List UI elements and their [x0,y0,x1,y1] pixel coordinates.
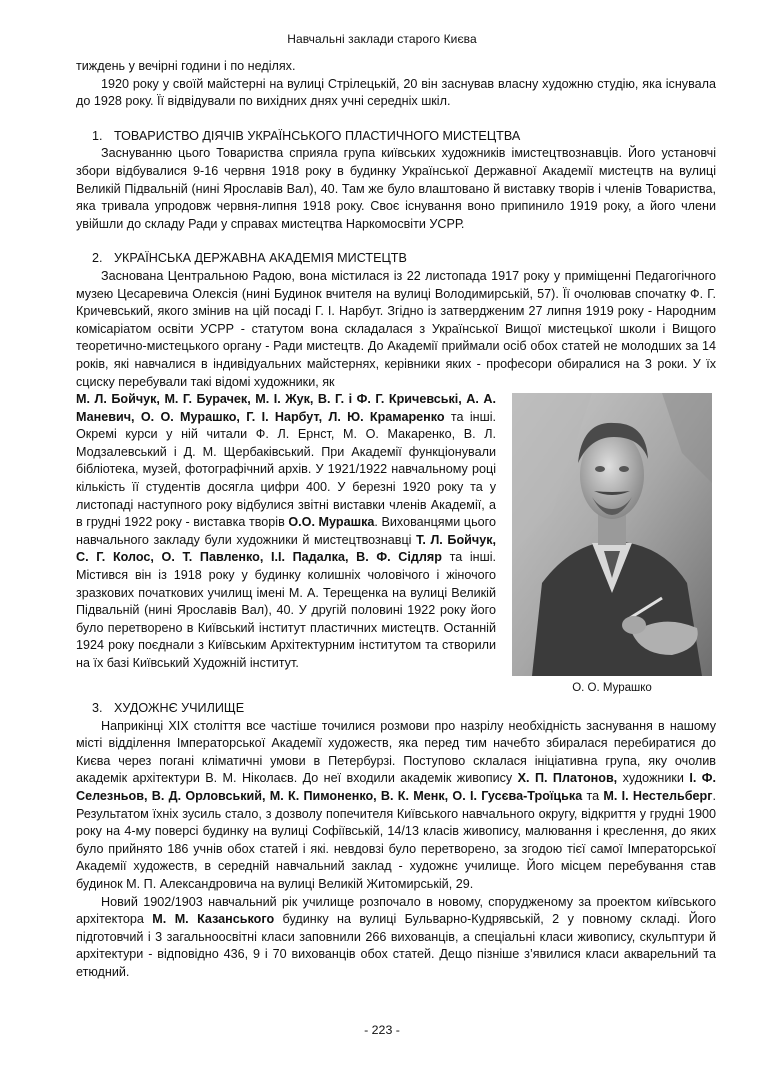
paragraph: тиждень у вечірні години і по неділях. [76,59,296,73]
text-run: Новий 1902/1903 навчальний рік училище розпочало в новому, спорудженому за проектом київського архітектора [76,894,716,927]
text-run: будинку на вулиці Бульварно-Кудрявській, 2 у повному складі. Його підготовчий і 3 загальноосвітні класи заповнили 266 вихованців, а спеціальні класи живопису, скульптури й архітектури - відповідно 436, 9 і 70 вихованців обох статей. Дещо пізніше з’явилися класи акварельний та етюдний. [76,912,716,979]
text-run: та інші. Окремі курси у ній читали Ф. Л. Ернст, М. О. Макаренко, В. Л. Модзалевський і Д. М. Щербаківський. При Академії функціонували бібліотека, музей, фотографічний архів. У 1921/1922 навчальному році кількість її студентів досягла цифри 400. У березні 1920 року та у листопаді наступного року відбулися звітні виставки членів Академії, а в грудні 1922 року - виставка творів [76,409,496,530]
section-heading [92,700,716,718]
section-title: ХУДОЖНЄ УЧИЛИЩЕ [114,701,245,716]
bold-names: Т. Л. Бойчук, С. Г. Колос, О. Т. Павленко, І.І. Падалка, В. Ф. Сідляр [76,532,496,565]
bold-names: О.О. Мурашка [288,515,375,530]
section-heading [92,128,716,146]
paragraph [76,718,716,894]
text-run: . Вихованцями цього навчального закладу були художники й мистецтвознавці [76,515,496,547]
paragraph: Заснуванню цього Товариства сприяла група київських художників імистецтвознавців. Його установчі збори відбувалися 9-16 червня 1918 року в будинку Української Державної Академії мистецтв на вулиці Великій Підвальній (нині Ярославів Вал), 40. Там же було влаштовано й виставку творів і членів Товариства, яка тривала упродовж червня-липня 1918 року. Своє існування воно припинило 1919 року, а його члени увійшли до складу Ради у справах мистецтва Наркомосвіти УСРР. [76,146,716,231]
text-run: . Результатом їхніх зусиль стало, з дозволу попечителя Київського навчального округу, відкриття у грудні 1900 року на 4-му поверсі будинку на вулиці Софіївській, 14/13 класів живопису, малювання і креслення, до яких було прийнято 186 учнів обох статей і які. невдовзі було перетворено, за згодою тієї самої Імператорської Академії художеств, в середній навчальний заклад - художнє училище. Його місцем перебування став будинок М. П. Александровича на вулиці Великій Житомирській, 29. [76,789,716,892]
text-run: художники [622,771,684,786]
running-header: Навчальні заклади старого Києва [287,32,477,46]
bold-names: Х. П. Платонов, [517,771,618,786]
bold-names: М. І. Нестельберг [603,789,713,804]
paragraph: Заснована Центральною Радою, вона містилася із 22 листопада 1917 року у приміщенні Педагогічного музею Цесаревича Олексія (нині Будинок вчителя на вулиці Володимирській, 57). Її очолював спочатку Ф. Г. Кричевський, якого змінив на цій посаді Г. І. Нарбут. Згідно із затвердженим 27 липня 1919 року - Народним комісаріатом освіти УСРР - статутом вона складалася з Української Вищої мистецької школи і Вищого теоретично-мистецького органу - Ради мистецтв. До Академії приймали осіб обох статей не молодших за 14 років, які навчалися в індивідуальних майстернях, керівники яких - професори обиралися на 3 роки. У їх сциску перебували такі відомі художники, як [76,268,716,389]
bold-names: І. Ф. Селезньов, В. Д. Орловський, М. К. Пимоненко, В. К. Менк, О. І. Гусєва-Троїцька [76,771,717,804]
section-title: ТОВАРИСТВО ДІЯЧІВ УКРАЇНСЬКОГО ПЛАСТИЧНОГО МИСТЕЦТВА [114,128,521,143]
page-body [76,58,716,982]
section-number: 2. [92,251,103,266]
portrait-figure [508,393,716,696]
paragraph: 1920 року у своїй майстерні на вулиці Стрілецькій, 20 він заснував власну художню студію, яка існувала до 1928 року. Її відвідували по вихідних днях учні середніх шкіл. [76,76,716,109]
section-number: 1. [92,128,103,143]
bold-names: М. Л. Бойчук, М. Г. Бурачек, М. І. Жук, В. Г. і Ф. Г. Кричевські, А. А. Маневич, О. О. Мурашко, Г. І. Нарбут, Л. Ю. Крамаренко [76,392,496,424]
paragraph [76,894,716,982]
section-heading [92,250,716,268]
text-run: Наприкінці XIX століття все частіше точилися розмови про назрілу необхідність заснування в нашому місті відділення Імператорської Академії художеств, яка перед тим начебто збиралася перебиратися до Києва через погані кліматичні умови в Петербурзі. Поступово склалася ініціативна група, яку очолив академік архітектури В. М. Ніколаєв. До неї входили академік живопису [76,718,716,786]
portrait-image [512,393,712,676]
figure-caption: О. О. Мурашко [572,682,652,695]
bold-names: М. М. Казанського [152,912,275,927]
page-number: - 223 - [364,1023,400,1037]
section-number: 3. [92,701,103,716]
section-title: УКРАЇНСЬКА ДЕРЖАВНА АКАДЕМІЯ МИСТЕЦТВ [114,251,407,266]
text-run: та інші. Містився він із 1918 року у будинку колишніх чоловічого і жіночого зразкових початкових училищ імені М. А. Терещенка на вулиці Великій Підвальній (нині Ярославів Вал), 40. У другій половині 1922 року його було перетворено в Київський інститут пластичних мистецтв. Останній 1924 року поєднали з Київським Архітектурним інститутом та створили на їх базі Київський Художній інститут. [76,550,496,670]
text-run: та [586,789,600,804]
